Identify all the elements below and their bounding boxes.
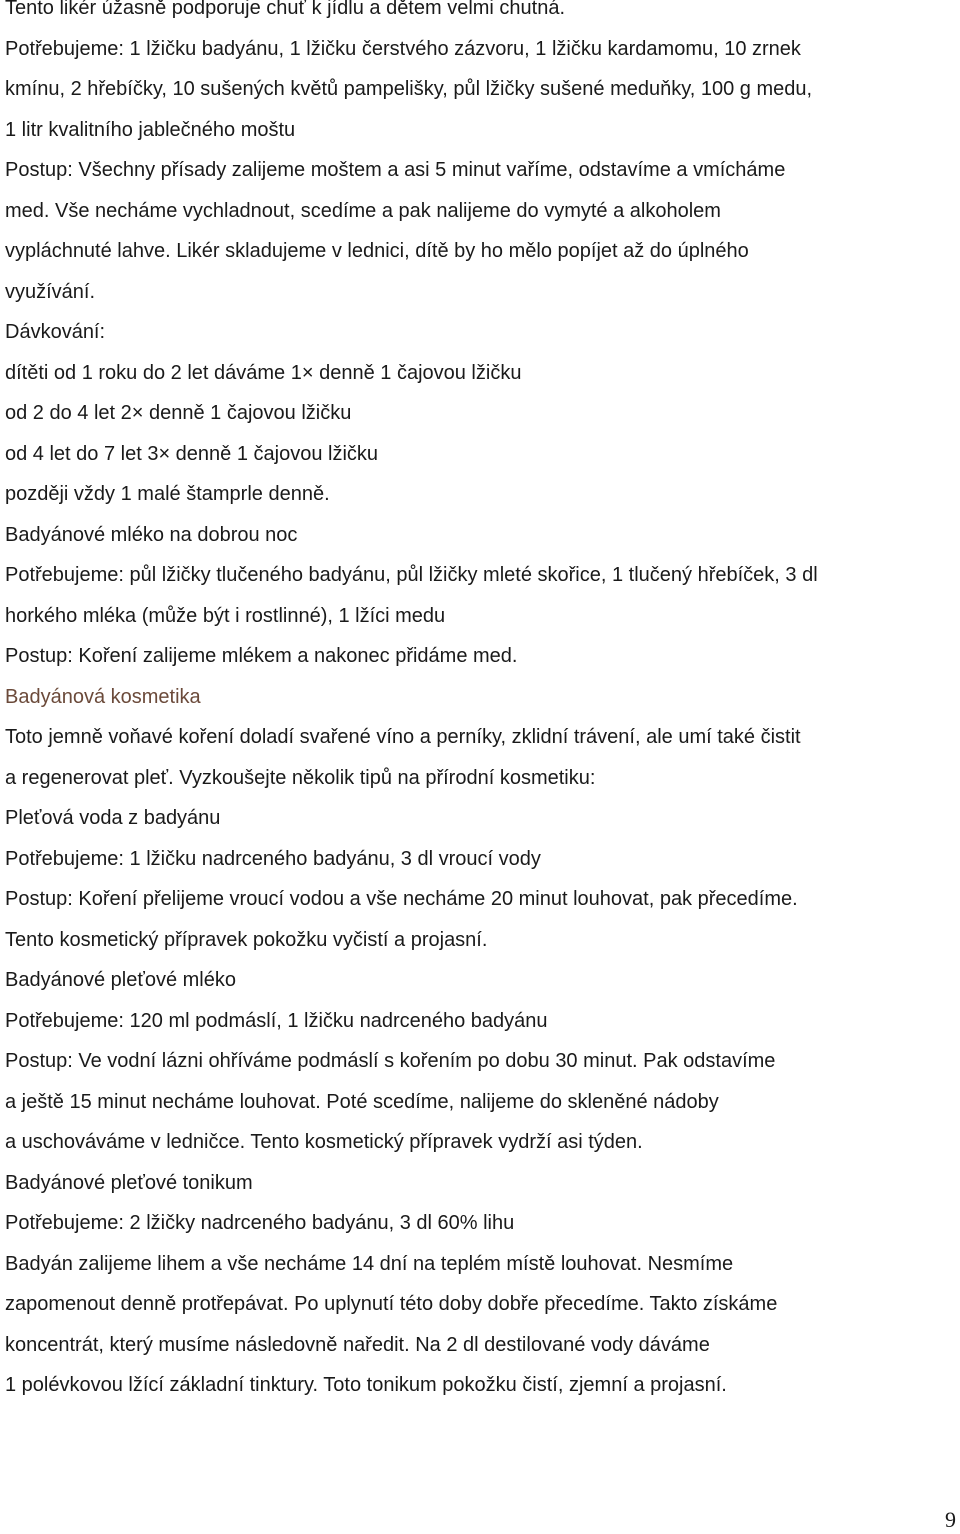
text-line: Pleťová voda z badyánu bbox=[5, 807, 221, 829]
text-line: Postup: Všechny přísady zalijeme moštem a asi 5 minut vaříme, odstavíme a vmícháme bbox=[5, 159, 786, 181]
text-line: zapomenout denně protřepávat. Po uplynutí této doby dobře přecedíme. Takto získáme bbox=[5, 1293, 778, 1315]
text-line: Potřebujeme: 2 lžičky nadrceného badyánu, 3 dl 60% lihu bbox=[5, 1212, 515, 1234]
text-line: a regenerovat pleť. Vyzkoušejte několik tipů na přírodní kosmetiku: bbox=[5, 766, 596, 789]
text-line: od 2 do 4 let 2× denně 1 čajovou lžičku bbox=[5, 402, 352, 424]
text-line: Toto jemně voňavé koření doladí svařené víno a perníky, zklidní trávení, ale umí také čistit bbox=[5, 726, 801, 748]
text-line: Postup: Ve vodní lázni ohříváme podmáslí s kořením po dobu 30 minut. Pak odstavíme bbox=[5, 1050, 776, 1072]
text-line: a uschováváme v ledničce. Tento kosmetický přípravek vydrží asi týden. bbox=[5, 1131, 643, 1153]
text-line: Potřebujeme: 120 ml podmáslí, 1 lžičku nadrceného badyánu bbox=[5, 1009, 548, 1032]
text-line: 1 litr kvalitního jablečného moštu bbox=[5, 118, 296, 141]
text-line: od 4 let do 7 let 3× denně 1 čajovou lžičku bbox=[5, 442, 379, 465]
text-line: kmínu, 2 hřebíčky, 10 sušených květů pampelišky, půl lžičky sušené meduňky, 100 g medu, bbox=[5, 78, 813, 100]
text-line: horkého mléka (může být i rostlinné), 1 lžíci medu bbox=[5, 604, 446, 627]
text-line: využívání. bbox=[5, 280, 96, 303]
text-line: a ještě 15 minut necháme louhovat. Poté scedíme, nalijeme do skleněné nádoby bbox=[5, 1090, 719, 1113]
text-line: 1 polévkovou lžící základní tinktury. Toto tonikum pokožku čistí, zjemní a projasní. bbox=[5, 1374, 727, 1396]
text-line: Postup: Koření zalijeme mlékem a nakonec přidáme med. bbox=[5, 645, 518, 667]
text-line: vypláchnuté lahve. Likér skladujeme v lednici, dítě by ho mělo popíjet až do úplného bbox=[5, 240, 749, 262]
page-number: 9 bbox=[945, 1507, 956, 1532]
text-line: Badyánové pleťové tonikum bbox=[5, 1171, 253, 1194]
document-page bbox=[5, 0, 955, 1406]
text-line: Tento likér úžasně podporuje chuť k jídlu a dětem velmi chutná. bbox=[5, 0, 566, 19]
text-line: Potřebujeme: 1 lžičku badyánu, 1 lžičku čerstvého zázvoru, 1 lžičku kardamomu, 10 zrnek bbox=[5, 37, 801, 60]
text-line: dítěti od 1 roku do 2 let dáváme 1× denně 1 čajovou lžičku bbox=[5, 361, 522, 384]
section-heading: Badyánová kosmetika bbox=[5, 685, 201, 708]
text-line: med. Vše necháme vychladnout, scedíme a pak nalijeme do vymyté a alkoholem bbox=[5, 199, 721, 222]
text-line: Potřebujeme: půl lžičky tlučeného badyánu, půl lžičky mleté skořice, 1 tlučený hřebíček, 3 dl bbox=[5, 564, 818, 586]
text-line: Potřebujeme: 1 lžičku nadrceného badyánu, 3 dl vroucí vody bbox=[5, 847, 541, 870]
text-line: koncentrát, který musíme následovně naředit. Na 2 dl destilované vody dáváme bbox=[5, 1333, 710, 1356]
text-line: Postup: Koření přelijeme vroucí vodou a vše necháme 20 minut louhovat, pak přecedíme. bbox=[5, 888, 798, 910]
text-line: Tento kosmetický přípravek pokožku vyčistí a projasní. bbox=[5, 928, 488, 951]
text-line: Badyánové mléko na dobrou noc bbox=[5, 523, 298, 546]
text-line: Badyánové pleťové mléko bbox=[5, 969, 236, 991]
text-line: Dávkování: bbox=[5, 321, 106, 343]
text-line: Badyán zalijeme lihem a vše necháme 14 dní na teplém místě louhovat. Nesmíme bbox=[5, 1252, 734, 1275]
text-line: později vždy 1 malé štamprle denně. bbox=[5, 483, 330, 505]
